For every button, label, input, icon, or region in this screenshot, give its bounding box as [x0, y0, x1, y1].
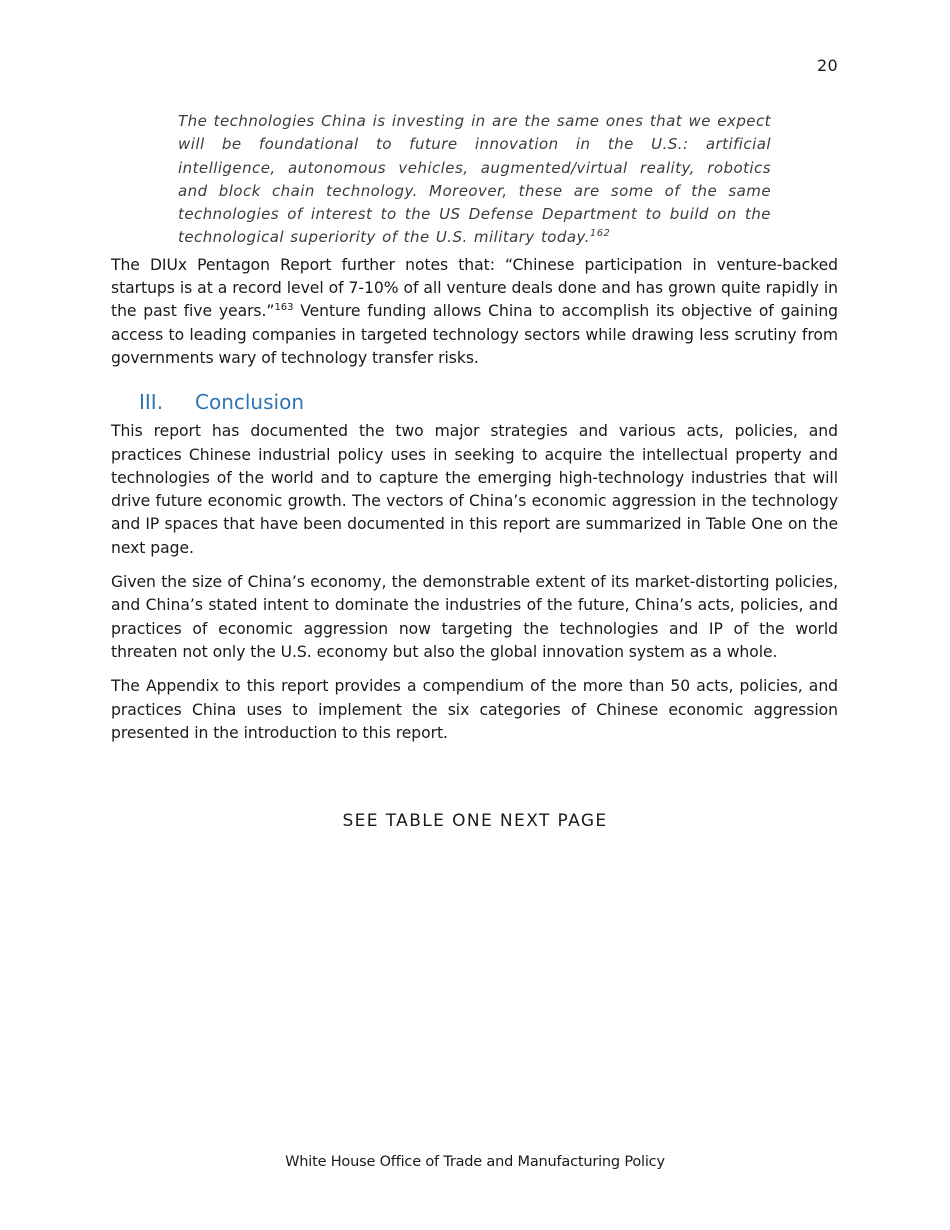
diux-paragraph	[111, 254, 838, 370]
section-heading	[139, 390, 838, 414]
page-footer: White House Office of Trade and Manufacturing Policy	[285, 1154, 665, 1170]
footnote-ref-163: 163	[274, 302, 294, 314]
block-quote	[178, 110, 771, 250]
diux-paragraph-text-1: The DIUx Pentagon Report further notes that: “Chinese participation in venture-backed startups is at a record level of 7-10% of all venture deals done and has grown quite rapidly in the past five years.”	[111, 255, 838, 321]
section-title: Conclusion	[195, 390, 304, 415]
conclusion-paragraph-1: This report has documented the two major strategies and various acts, policies, and practices Chinese industrial policy uses in seeking to acquire the intellectual property and technologies of the world and to capture the emerging high-technology industries that will drive future economic growth. The vectors of China’s economic aggression in the technology and IP spaces that have been documented in this report are summarized in Table One on the next page.	[111, 422, 838, 557]
see-table-notice: SEE TABLE ONE NEXT PAGE	[342, 811, 608, 831]
block-quote-text: The technologies China is investing in are the same ones that we expect will be foundational to future innovation in the U.S.: artificial intelligence, autonomous vehicles, augmented/virtual reality, robotics and block chain technology. Moreover, these are some of the same technologies of interest to the US Defense Department to build on the technological superiority of the U.S. military today.	[178, 112, 771, 247]
section-number: III.	[139, 390, 164, 415]
conclusion-paragraph-3: The Appendix to this report provides a compendium of the more than 50 acts, policies, and practices China uses to implement the six categories of Chinese economic aggression presented in the introduction to this report.	[111, 677, 838, 742]
diux-paragraph-text-2: Venture funding allows China to accomplish its objective of gaining access to leading companies in targeted technology sectors while drawing less scrutiny from governments wary of technology transfer risks.	[111, 302, 839, 367]
page-number: 20	[817, 56, 838, 75]
footnote-ref-162: 162	[589, 228, 611, 240]
conclusion-paragraph-2: Given the size of China’s economy, the demonstrable extent of its market-distorting policies, and China’s stated intent to dominate the industries of the future, China’s acts, policies, and practices of economic aggression now targeting the technologies and IP of the world threaten not only the U.S. economy but also the global innovation system as a whole.	[111, 573, 838, 661]
page-body	[111, 110, 838, 745]
